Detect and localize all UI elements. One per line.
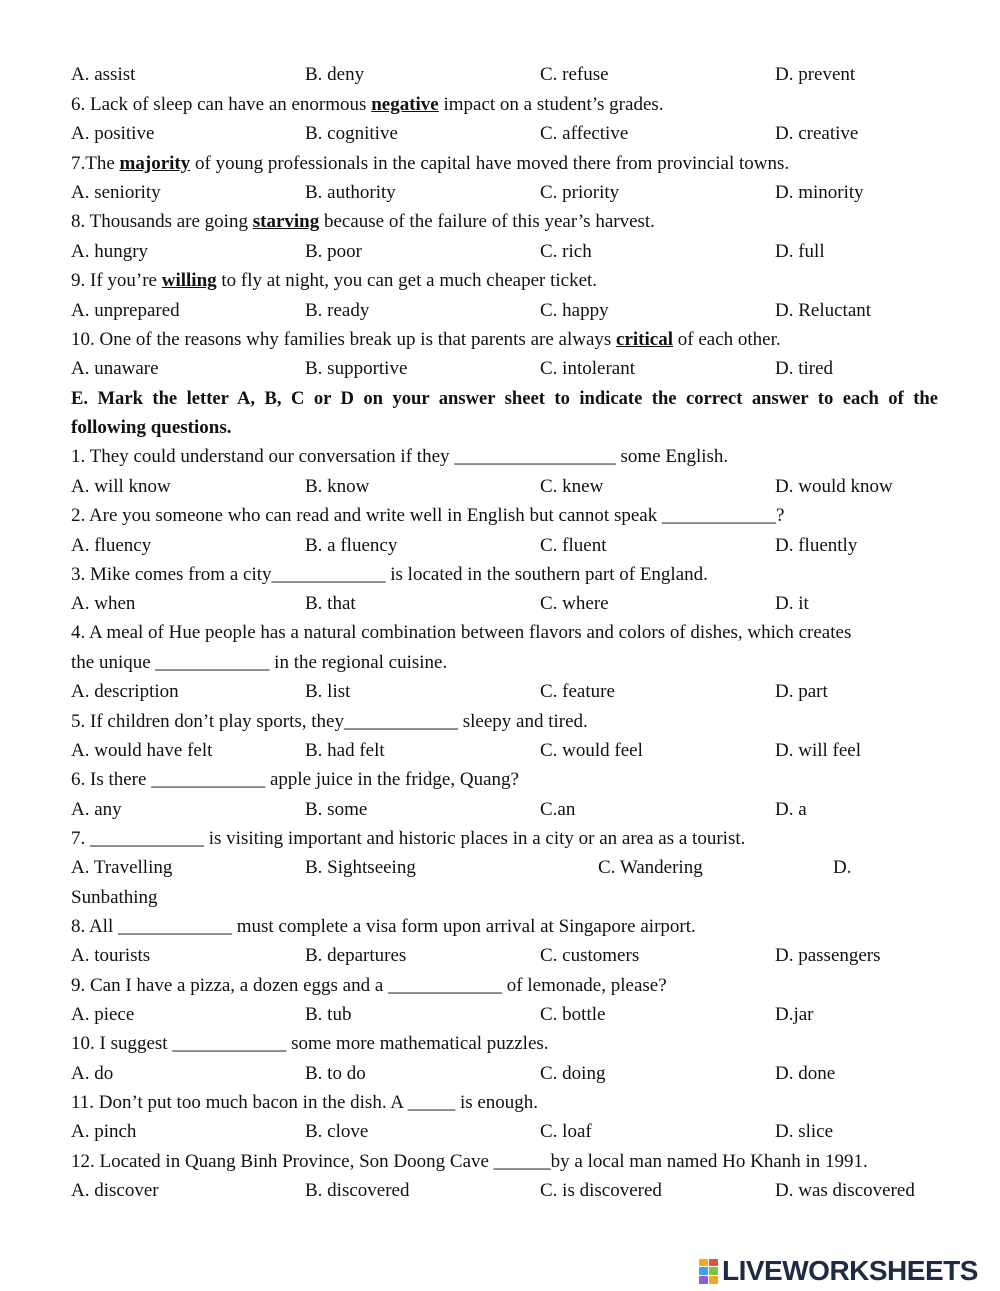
option-b[interactable]: B. a fluency [305,535,398,556]
option-a[interactable]: A. do [71,1063,114,1084]
question-text: 9. If you’re [71,270,162,291]
option-d[interactable]: D. done [775,1063,836,1084]
question-e5: 5. If children don’t play sports, they____________ sleepy and tired. [71,711,588,732]
question-text: 6. Lack of sleep can have an enormous [71,94,372,115]
liveworksheets-logo[interactable] [698,1254,978,1288]
keyword: majority [119,153,191,174]
question-text: of young professionals in the capital have moved there from provincial towns. [190,153,790,174]
option-c[interactable]: C. intolerant [540,358,635,379]
option-d[interactable]: D. minority [775,182,864,203]
option-b[interactable]: B. list [305,681,351,702]
question-d8 [71,210,951,234]
option-b[interactable]: B. to do [305,1063,366,1084]
question-text: 10. One of the reasons why families break up is that parents are always [71,329,617,350]
question-d6 [71,93,951,117]
option-d[interactable]: D.jar [775,1004,814,1025]
option-b[interactable]: B. discovered [305,1180,410,1201]
logo-text: LIVEWORKSHEETS [722,1255,978,1286]
option-a[interactable]: A. any [71,799,122,820]
option-a[interactable]: A. tourists [71,945,151,966]
question-e6: 6. Is there ____________ apple juice in the fridge, Quang? [71,769,519,790]
option-c[interactable]: C. Wandering [598,857,703,878]
option-d[interactable]: D. slice [775,1121,834,1142]
option-d[interactable]: D. [833,857,852,878]
option-a[interactable]: A. positive [71,123,155,144]
option-a[interactable]: A. hungry [71,241,149,262]
option-a[interactable]: A. fluency [71,535,152,556]
option-c[interactable]: C. loaf [540,1121,592,1142]
question-e7: 7. ____________ is visiting important and historic places in a city or an area as a tourist. [71,828,746,849]
option-b[interactable]: B. authority [305,182,396,203]
option-b[interactable]: B. Sightseeing [305,857,416,878]
option-a[interactable]: A. Travelling [71,857,173,878]
option-a[interactable]: A. assist [71,64,136,85]
option-d[interactable]: D. was discovered [775,1180,915,1201]
logo-tile [699,1259,708,1266]
question-text: impact on a student’s grades. [438,94,664,115]
option-c[interactable]: C. would feel [540,740,643,761]
question-e9: 9. Can I have a pizza, a dozen eggs and a ____________ of lemonade, please? [71,975,667,996]
option-c[interactable]: C. where [540,593,609,614]
option-b[interactable]: B. supportive [305,358,408,379]
option-b[interactable]: B. cognitive [305,123,398,144]
option-d[interactable]: D. would know [775,476,893,497]
keyword: negative [371,94,439,115]
option-d[interactable]: D. part [775,681,828,702]
option-d[interactable]: D. will feel [775,740,862,761]
keyword: willing [161,270,217,291]
question-e3: 3. Mike comes from a city____________ is located in the southern part of England. [71,564,708,585]
option-b[interactable]: B. clove [305,1121,369,1142]
option-b[interactable]: B. had felt [305,740,385,761]
option-c[interactable]: C. fluent [540,535,607,556]
question-e1: 1. They could understand our conversation if they _________________ some English. [71,446,729,467]
question-text: to fly at night, you can get a much cheaper ticket. [216,270,598,291]
option-b[interactable]: B. departures [305,945,407,966]
option-a[interactable]: A. seniority [71,182,161,203]
section-e-heading: E. Mark the letter A, B, C or D on your answer sheet to indicate the correct answer to each of the [71,388,938,409]
option-c[interactable]: C. customers [540,945,640,966]
option-d-text[interactable]: Sunbathing [71,887,158,908]
option-a[interactable]: A. would have felt [71,740,213,761]
option-c[interactable]: C. bottle [540,1004,606,1025]
option-d[interactable]: D. a [775,799,807,820]
option-c[interactable]: C. happy [540,300,609,321]
option-b[interactable]: B. deny [305,64,365,85]
option-a[interactable]: A. will know [71,476,171,497]
option-d[interactable]: D. it [775,593,809,614]
option-b[interactable]: B. know [305,476,370,497]
keyword: critical [616,329,673,350]
option-d[interactable]: D. tired [775,358,834,379]
option-d[interactable]: D. passengers [775,945,881,966]
keyword: starving [252,211,320,232]
option-c[interactable]: C. doing [540,1063,606,1084]
liveworksheets-logo-icon [698,1258,718,1284]
option-c[interactable]: C. feature [540,681,615,702]
question-text: of each other. [673,329,781,350]
question-text: 7.The [71,153,120,174]
logo-tile [699,1276,708,1284]
option-c[interactable]: C. affective [540,123,629,144]
option-a[interactable]: A. when [71,593,136,614]
question-e8: 8. All ____________ must complete a visa form upon arrival at Singapore airport. [71,916,696,937]
option-b[interactable]: B. poor [305,241,362,262]
option-d[interactable]: D. full [775,241,825,262]
option-c[interactable]: C. refuse [540,64,609,85]
logo-tile [699,1267,708,1275]
question-e10: 10. I suggest ____________ some more mathematical puzzles. [71,1033,549,1054]
option-d[interactable]: D. Reluctant [775,300,872,321]
question-e4: 4. A meal of Hue people has a natural combination between flavors and colors of dishes, which creates [71,622,852,643]
option-a[interactable]: A. piece [71,1004,135,1025]
question-e11: 11. Don’t put too much bacon in the dish. A _____ is enough. [71,1092,539,1113]
logo-tile [709,1267,718,1275]
option-a[interactable]: A. unprepared [71,300,180,321]
question-e2: 2. Are you someone who can read and write well in English but cannot speak ____________? [71,505,785,526]
section-e-heading-cont: following questions. [71,417,232,438]
question-text: 8. Thousands are going [71,211,253,232]
option-a[interactable]: A. discover [71,1180,159,1201]
question-d7 [71,152,951,176]
option-c[interactable]: C. is discovered [540,1180,662,1201]
option-a[interactable]: A. pinch [71,1121,137,1142]
option-d[interactable]: D. fluently [775,535,858,556]
logo-tile [709,1276,718,1284]
question-d10 [71,328,951,352]
question-e12: 12. Located in Quang Binh Province, Son Doong Cave ______by a local man named Ho Khanh in 1991. [71,1151,868,1172]
option-a[interactable]: A. description [71,681,179,702]
option-c[interactable]: C.an [540,799,576,820]
option-d[interactable]: D. creative [775,123,859,144]
option-b[interactable]: B. that [305,593,356,614]
option-b[interactable]: B. tub [305,1004,352,1025]
option-c[interactable]: C. priority [540,182,620,203]
question-e4-cont: the unique ____________ in the regional cuisine. [71,652,448,673]
option-b[interactable]: B. ready [305,300,370,321]
option-b[interactable]: B. some [305,799,368,820]
option-c[interactable]: C. knew [540,476,604,497]
question-d9 [71,269,951,293]
option-d[interactable]: D. prevent [775,64,856,85]
logo-tile [709,1259,718,1266]
option-c[interactable]: C. rich [540,241,592,262]
option-a[interactable]: A. unaware [71,358,159,379]
question-text: because of the failure of this year’s harvest. [319,211,655,232]
